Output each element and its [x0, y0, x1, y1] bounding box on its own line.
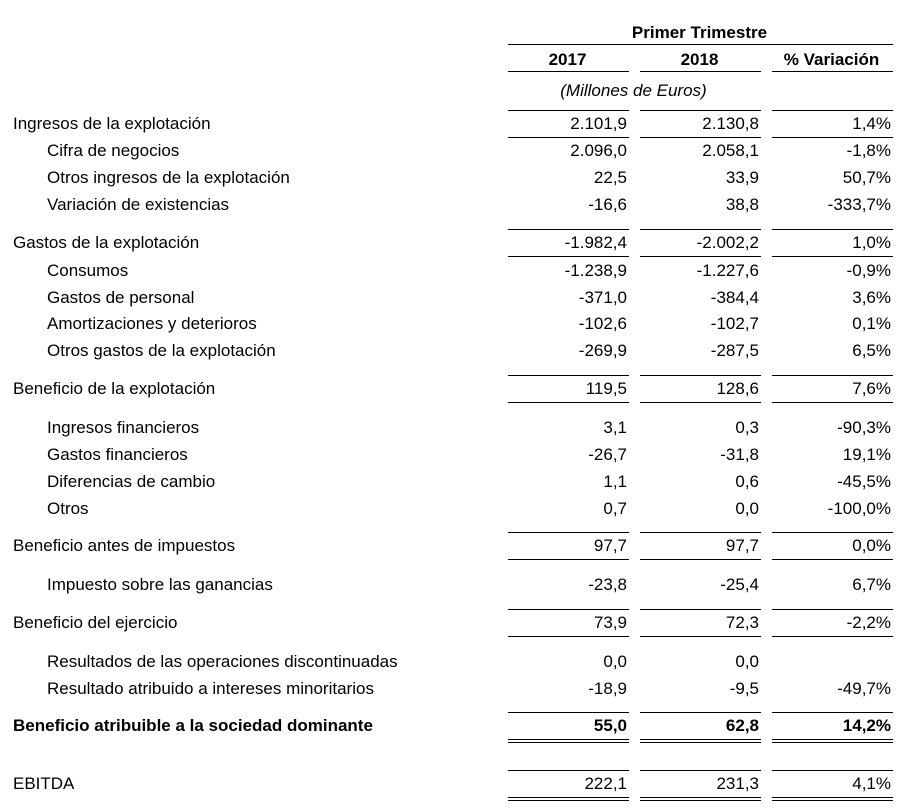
period-header: Primer Trimestre [631, 23, 768, 42]
section-rule [772, 402, 893, 403]
row-label: Resultados de las operaciones discontinuadas [47, 652, 398, 671]
row-label: Consumos [47, 261, 129, 280]
double-rule [508, 742, 629, 743]
section-rule [640, 375, 761, 376]
section-rule [508, 375, 629, 376]
cell-2017: -1.238,9 [564, 261, 627, 280]
cell-2017: 1,1 [603, 472, 627, 491]
cell-variation: -90,3% [837, 418, 891, 437]
cell-2017: -26,7 [588, 445, 627, 464]
double-rule [508, 739, 629, 740]
cell-2017: 22,5 [593, 168, 627, 187]
row-label: Otros [47, 499, 89, 518]
cell-variation: -49,7% [837, 679, 891, 698]
cell-2017: 97,7 [593, 536, 627, 555]
cell-variation: 6,5% [852, 341, 891, 360]
cell-2017: -18,9 [588, 679, 627, 698]
cell-2017: -1.982,4 [564, 233, 627, 252]
section-rule [772, 636, 893, 637]
cell-2018: 2.130,8 [702, 114, 759, 133]
cell-variation: 1,4% [852, 114, 891, 133]
double-rule [640, 800, 761, 801]
cell-variation: 19,1% [842, 445, 891, 464]
col-header-variation: % Variación [783, 50, 880, 69]
cell-2018: -25,4 [720, 575, 759, 594]
section-rule [772, 559, 893, 560]
col-header-2017: 2017 [548, 50, 587, 69]
units-note: (Millones de Euros) [560, 81, 707, 100]
section-rule [772, 110, 893, 111]
cell-variation: -333,7% [827, 195, 891, 214]
section-rule [508, 137, 629, 138]
section-rule [508, 636, 629, 637]
row-label: Impuesto sobre las ganancias [47, 575, 273, 594]
cell-2017: -23,8 [588, 575, 627, 594]
section-rule [772, 532, 893, 533]
cell-2018: 97,7 [725, 536, 759, 555]
double-rule [772, 800, 893, 801]
section-rule [640, 636, 761, 637]
row-label: Variación de existencias [47, 195, 230, 214]
cell-2017: 55,0 [593, 716, 627, 735]
col-rule [640, 71, 761, 72]
cell-2018: -384,4 [710, 288, 759, 307]
cell-variation: -1,8% [846, 141, 891, 160]
section-rule [508, 559, 629, 560]
section-rule [640, 532, 761, 533]
section-rule [772, 770, 893, 771]
cell-2018: -9,5 [729, 679, 759, 698]
double-rule [640, 739, 761, 740]
row-label: Ingresos de la explotación [13, 114, 211, 133]
double-rule [508, 800, 629, 801]
cell-variation: 1,0% [852, 233, 891, 252]
cell-variation: 3,6% [852, 288, 891, 307]
row-label: Resultado atribuido a intereses minoritarios [47, 679, 374, 698]
section-rule [640, 609, 761, 610]
row-label-total: Beneficio atribuible a la sociedad dominante [13, 716, 373, 735]
col-rule [772, 71, 893, 72]
section-rule [772, 375, 893, 376]
cell-variation: 14,2% [842, 716, 891, 735]
row-label: Ingresos financieros [47, 418, 200, 437]
cell-2017: 73,9 [593, 613, 627, 632]
section-rule [640, 110, 761, 111]
cell-2017: 119,5 [585, 379, 627, 398]
cell-2018: 72,3 [725, 613, 759, 632]
cell-2018: -102,7 [710, 314, 759, 333]
row-label: Gastos financieros [47, 445, 188, 464]
cell-2018: 231,3 [716, 774, 759, 793]
col-rule [508, 71, 629, 72]
double-rule [772, 742, 893, 743]
section-rule [508, 256, 629, 257]
double-rule [508, 797, 629, 798]
cell-variation: 50,7% [842, 168, 891, 187]
cell-2017: 222,1 [584, 774, 627, 793]
cell-2017: -16,6 [588, 195, 627, 214]
cell-variation: -2,2% [846, 613, 891, 632]
double-rule [772, 797, 893, 798]
section-rule [508, 110, 629, 111]
section-rule [640, 256, 761, 257]
section-rule [640, 770, 761, 771]
cell-2018: -31,8 [720, 445, 759, 464]
cell-variation: -45,5% [837, 472, 891, 491]
cell-2017: -269,9 [578, 341, 627, 360]
cell-2018: 0,0 [735, 499, 759, 518]
cell-2018: 33,9 [725, 168, 759, 187]
cell-variation: -100,0% [827, 499, 891, 518]
section-rule [772, 229, 893, 230]
cell-2017: -371,0 [578, 288, 627, 307]
row-label: Amortizaciones y deterioros [47, 314, 257, 333]
section-rule [772, 609, 893, 610]
section-rule [640, 137, 761, 138]
cell-variation: 4,1% [852, 774, 891, 793]
cell-2018: 38,8 [725, 195, 759, 214]
section-rule [772, 137, 893, 138]
cell-variation: 6,7% [852, 575, 891, 594]
double-rule [772, 739, 893, 740]
cell-2018: 128,6 [716, 379, 759, 398]
section-rule [508, 609, 629, 610]
cell-2018: 62,8 [725, 716, 759, 735]
row-label: Gastos de la explotación [13, 233, 200, 252]
cell-2018: -287,5 [710, 341, 759, 360]
section-rule [508, 770, 629, 771]
cell-2017: 0,0 [603, 652, 627, 671]
cell-variation: -0,9% [846, 261, 891, 280]
cell-2018: 2.058,1 [702, 141, 759, 160]
section-rule [508, 402, 629, 403]
cell-2017: 2.096,0 [570, 141, 627, 160]
row-label: Diferencias de cambio [47, 472, 216, 491]
cell-2018: 0,0 [735, 652, 759, 671]
section-rule [640, 559, 761, 560]
cell-variation: 0,1% [852, 314, 891, 333]
cell-2017: 3,1 [603, 418, 627, 437]
row-label: EBITDA [13, 774, 75, 793]
cell-2017: 0,7 [603, 499, 627, 518]
cell-2017: -102,6 [578, 314, 627, 333]
row-label: Otros ingresos de la explotación [47, 168, 290, 187]
cell-variation: 0,0% [852, 536, 891, 555]
cell-2017: 2.101,9 [570, 114, 627, 133]
row-label: Gastos de personal [47, 288, 195, 307]
cell-variation: 7,6% [852, 379, 891, 398]
double-rule [640, 742, 761, 743]
cell-2018: -2.002,2 [696, 233, 759, 252]
row-label: Beneficio del ejercicio [13, 613, 178, 632]
section-rule [508, 712, 629, 713]
row-label: Beneficio de la explotación [13, 379, 216, 398]
section-rule [508, 532, 629, 533]
header-rule [508, 44, 893, 45]
section-rule [640, 712, 761, 713]
cell-2018: -1.227,6 [696, 261, 759, 280]
cell-2018: 0,6 [735, 472, 759, 491]
section-rule [640, 402, 761, 403]
section-rule [640, 229, 761, 230]
section-rule [772, 256, 893, 257]
cell-2018: 0,3 [735, 418, 759, 437]
section-rule [772, 712, 893, 713]
row-label: Cifra de negocios [47, 141, 180, 160]
row-label: Otros gastos de la explotación [47, 341, 276, 360]
section-rule [508, 229, 629, 230]
double-rule [640, 797, 761, 798]
row-label: Beneficio antes de impuestos [13, 536, 236, 555]
col-header-2018: 2018 [680, 50, 719, 69]
